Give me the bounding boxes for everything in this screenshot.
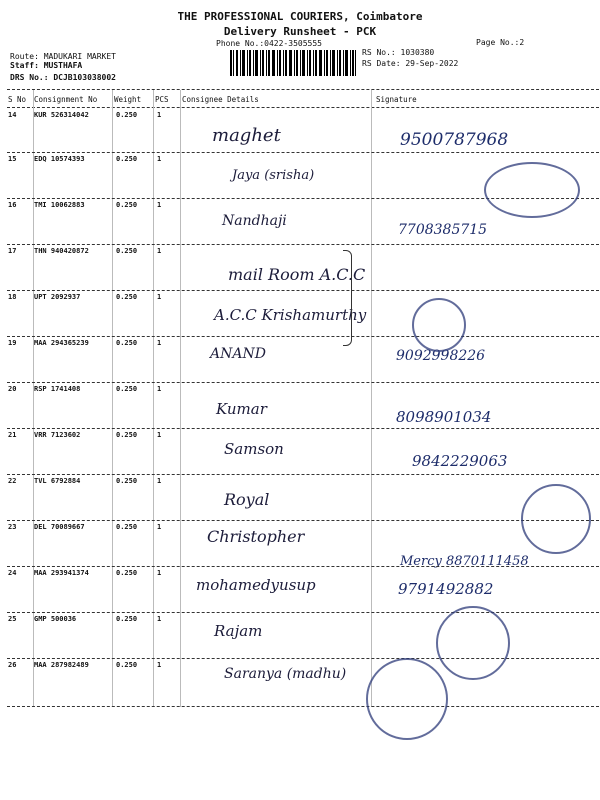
row-consignment-no: TMI 10062883 <box>34 201 85 209</box>
row-consignee-name: Royal <box>224 490 270 509</box>
row-signature-text: Mercy 8870111458 <box>400 554 529 569</box>
row-separator <box>7 152 599 153</box>
header-bottom-rule <box>7 107 599 108</box>
row-consignment-no: EDQ 10574393 <box>34 155 85 163</box>
row-weight: 0.250 <box>116 477 138 485</box>
row-separator <box>7 612 599 613</box>
company-seal-stamp <box>366 658 448 740</box>
row-separator <box>7 382 599 383</box>
row-pcs: 1 <box>157 339 162 347</box>
row-sno: 21 <box>8 431 17 439</box>
row-separator <box>7 244 599 245</box>
row-separator <box>7 474 599 475</box>
row-pcs: 1 <box>157 111 162 119</box>
runsheet-title: Delivery Runsheet - PCK <box>223 25 377 38</box>
row-signature-text: 9842229063 <box>412 452 508 470</box>
row-pcs: 1 <box>157 661 162 669</box>
row-consignment-no: RSP 1741408 <box>34 385 81 393</box>
row-consignee-name: A.C.C Krishamurthy <box>214 306 367 324</box>
row-signature-text: 9791492882 <box>398 580 494 598</box>
row-separator <box>7 706 599 707</box>
row-sno: 18 <box>8 293 17 301</box>
row-signature-text: 7708385715 <box>398 222 488 238</box>
row-pcs: 1 <box>157 385 162 393</box>
route-label: Route: MADUKARI MARKET <box>10 52 116 61</box>
row-consignment-no: THN 940420872 <box>34 247 89 255</box>
row-sno: 26 <box>8 661 17 669</box>
column-header-weight: Weight <box>114 95 142 104</box>
row-consignee-name: Saranya (madhu) <box>224 666 347 682</box>
row-pcs: 1 <box>157 155 162 163</box>
row-weight: 0.250 <box>116 111 138 119</box>
column-header-consignment: Consignment No <box>34 95 98 104</box>
row-weight: 0.250 <box>116 155 138 163</box>
row-pcs: 1 <box>157 247 162 255</box>
row-pcs: 1 <box>157 477 162 485</box>
row-separator <box>7 290 599 291</box>
company-seal-stamp <box>436 606 510 680</box>
row-consignment-no: KUR 526314042 <box>34 111 89 119</box>
staff-label: Staff: MUSTHAFA <box>10 61 83 70</box>
row-pcs: 1 <box>157 615 162 623</box>
row-consignment-no: TVL 6792884 <box>34 477 81 485</box>
row-consignee-name: mohamedyusup <box>196 576 316 594</box>
row-sno: 23 <box>8 523 17 531</box>
row-signature-text: 8098901034 <box>396 408 492 426</box>
row-weight: 0.250 <box>116 661 138 669</box>
row-consignment-no: MAA 293941374 <box>34 569 89 577</box>
bracket-mark <box>343 250 352 346</box>
row-consignee-name: Nandhaji <box>222 213 287 229</box>
column-divider <box>180 90 181 707</box>
row-consignment-no: MAA 294365239 <box>34 339 89 347</box>
row-weight: 0.250 <box>116 201 138 209</box>
row-sno: 22 <box>8 477 17 485</box>
table-top-rule <box>7 89 599 90</box>
row-consignment-no: UPT 2092937 <box>34 293 81 301</box>
row-pcs: 1 <box>157 431 162 439</box>
row-weight: 0.250 <box>116 385 138 393</box>
row-weight: 0.250 <box>116 339 138 347</box>
row-separator <box>7 658 599 659</box>
row-consignee-name: maghet <box>212 125 281 146</box>
row-consignment-no: GMP 500036 <box>34 615 77 623</box>
column-header-pcs: PCS <box>155 95 169 104</box>
row-sno: 14 <box>8 111 17 119</box>
row-sno: 16 <box>8 201 17 209</box>
column-divider <box>112 90 113 707</box>
barcode <box>230 50 356 76</box>
row-pcs: 1 <box>157 293 162 301</box>
row-separator <box>7 428 599 429</box>
company-seal-stamp <box>484 162 580 218</box>
row-signature-text: 9092998226 <box>396 348 486 364</box>
row-consignee-name: mail Room A.C.C <box>228 265 366 284</box>
row-weight: 0.250 <box>116 293 138 301</box>
row-weight: 0.250 <box>116 569 138 577</box>
row-weight: 0.250 <box>116 615 138 623</box>
row-separator <box>7 520 599 521</box>
row-consignee-name: Jaya (srisha) <box>232 168 315 183</box>
acc-ltd-stamp <box>412 298 466 352</box>
phone-number: Phone No.:0422-3505555 <box>216 39 322 48</box>
row-sno: 19 <box>8 339 17 347</box>
row-pcs: 1 <box>157 569 162 577</box>
row-sno: 25 <box>8 615 17 623</box>
row-separator <box>7 566 599 567</box>
column-header-signature: Signature <box>376 95 417 104</box>
row-pcs: 1 <box>157 201 162 209</box>
column-divider <box>153 90 154 707</box>
row-sno: 15 <box>8 155 17 163</box>
row-consignment-no: MAA 287982489 <box>34 661 89 669</box>
row-weight: 0.250 <box>116 523 138 531</box>
row-consignee-name: Samson <box>224 440 284 458</box>
column-divider <box>371 90 372 707</box>
row-signature-text: 9500787968 <box>400 130 509 150</box>
row-consignee-name: Rajam <box>214 622 263 640</box>
column-header-sno: S No <box>8 95 27 104</box>
company-name: THE PROFESSIONAL COURIERS, Coimbatore <box>177 10 423 23</box>
row-consignee-name: ANAND <box>210 346 266 362</box>
row-weight: 0.250 <box>116 431 138 439</box>
courier-seal-stamp <box>521 484 591 554</box>
rs-date: RS Date: 29-Sep-2022 <box>362 59 459 68</box>
rs-number: RS No.: 1030380 <box>362 48 435 57</box>
row-sno: 20 <box>8 385 17 393</box>
row-sno: 17 <box>8 247 17 255</box>
column-header-consignee: Consignee Details <box>182 95 259 104</box>
row-weight: 0.250 <box>116 247 138 255</box>
drs-number: DRS No.: DCJB103038002 <box>10 73 116 82</box>
row-sno: 24 <box>8 569 17 577</box>
row-consignment-no: VRR 7123602 <box>34 431 81 439</box>
row-pcs: 1 <box>157 523 162 531</box>
row-consignee-name: Kumar <box>216 400 267 418</box>
row-consignee-name: Christopher <box>207 527 305 546</box>
row-consignment-no: DEL 70089667 <box>34 523 85 531</box>
page-number: Page No.:2 <box>476 38 525 47</box>
row-separator <box>7 336 599 337</box>
